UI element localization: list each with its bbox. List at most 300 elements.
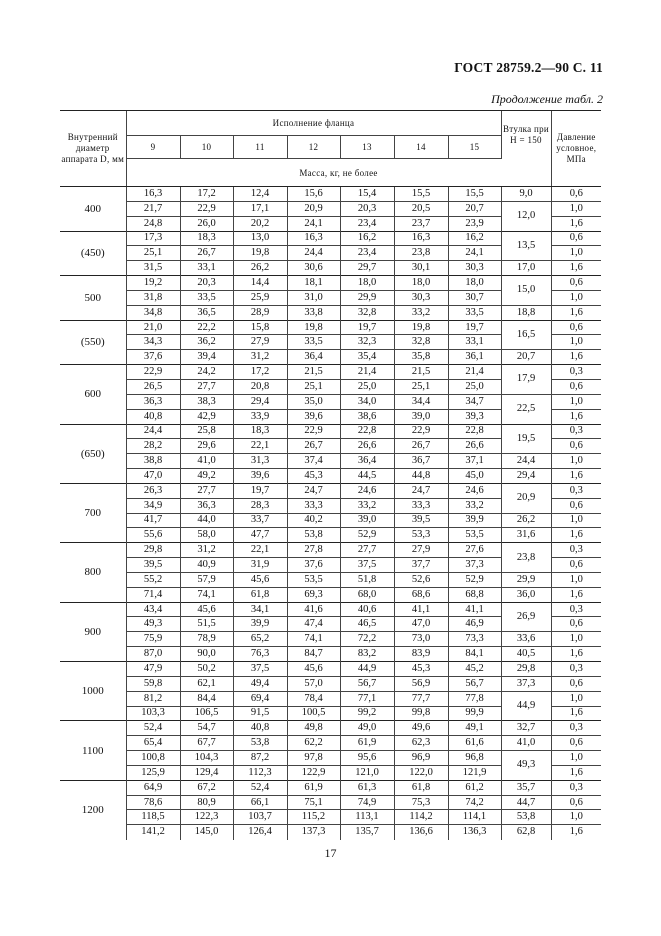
mass-cell: 36,3: [180, 498, 233, 513]
mass-cell: 24,7: [394, 483, 448, 498]
mass-cell: 65,2: [233, 632, 287, 647]
diameter-cell: 800: [60, 543, 126, 602]
mass-cell: 22,9: [287, 424, 340, 439]
mass-cell: 91,5: [233, 706, 287, 721]
mass-cell: 22,9: [180, 201, 233, 216]
mass-cell: 18,1: [287, 276, 340, 291]
mass-cell: 47,9: [126, 662, 180, 677]
mass-cell: 27,6: [448, 543, 501, 558]
mass-cell: 95,6: [340, 751, 394, 766]
mass-cell: 27,7: [180, 379, 233, 394]
mass-cell: 53,8: [233, 736, 287, 751]
mass-cell: 32,3: [340, 335, 394, 350]
mass-cell: 21,4: [448, 365, 501, 380]
document-header: ГОСТ 28759.2—90 С. 11: [454, 60, 603, 75]
mass-cell: 81,2: [126, 691, 180, 706]
diameter-cell: 700: [60, 483, 126, 542]
mass-cell: 39,0: [340, 513, 394, 528]
mass-cell: 55,6: [126, 528, 180, 543]
mass-cell: 96,8: [448, 751, 501, 766]
pressure-cell: 0,3: [551, 424, 601, 439]
mass-cell: 61,8: [233, 587, 287, 602]
mass-cell: 26,6: [448, 439, 501, 454]
mass-cell: 21,0: [126, 320, 180, 335]
mass-cell: 31,3: [233, 454, 287, 469]
mass-cell: 36,2: [180, 335, 233, 350]
mass-cell: 26,2: [233, 261, 287, 276]
mass-cell: 103,3: [126, 706, 180, 721]
mass-cell: 42,9: [180, 409, 233, 424]
mass-cell: 43,4: [126, 602, 180, 617]
mass-cell: 35,8: [394, 350, 448, 365]
flange-group-header: [126, 111, 501, 136]
mass-cell: 52,9: [448, 572, 501, 587]
table-row: [60, 780, 601, 795]
mass-cell: 16,2: [448, 231, 501, 246]
table-row: [60, 187, 601, 202]
mass-cell: 27,9: [233, 335, 287, 350]
mass-cell: 33,8: [287, 305, 340, 320]
mass-cell: 29,7: [340, 261, 394, 276]
mass-cell: 24,6: [448, 483, 501, 498]
mass-cell: 31,2: [180, 543, 233, 558]
mass-cell: 24,6: [340, 483, 394, 498]
mass-cell: 49,1: [448, 721, 501, 736]
pressure-cell: 0,6: [551, 558, 601, 573]
pressure-cell: 0,3: [551, 602, 601, 617]
mass-cell: 49,6: [394, 721, 448, 736]
pressure-cell: 1,6: [551, 647, 601, 662]
mass-cell: 30,1: [394, 261, 448, 276]
pressure-cell: 1,0: [551, 290, 601, 305]
mass-cell: 114,2: [394, 810, 448, 825]
mass-cell: 46,9: [448, 617, 501, 632]
mass-cell: 33,3: [287, 498, 340, 513]
mass-cell: 26,0: [180, 216, 233, 231]
mass-cell: 45,6: [233, 572, 287, 587]
bushing-cell: 49,3: [501, 751, 551, 781]
mass-cell: 41,1: [394, 602, 448, 617]
mass-cell: 49,8: [287, 721, 340, 736]
diameter-cell: 1100: [60, 721, 126, 780]
bushing-cell: 33,6: [501, 632, 551, 647]
mass-cell: 12,4: [233, 187, 287, 202]
mass-cell: 39,3: [448, 409, 501, 424]
mass-cell: 26,3: [126, 483, 180, 498]
mass-cell: 37,5: [233, 662, 287, 677]
mass-cell: 37,5: [340, 558, 394, 573]
bushing-cell: 19,5: [501, 424, 551, 454]
mass-cell: 75,3: [394, 795, 448, 810]
mass-cell: 135,7: [340, 825, 394, 840]
mass-cell: 47,7: [233, 528, 287, 543]
mass-cell: 40,6: [340, 602, 394, 617]
mass-cell: 37,3: [448, 558, 501, 573]
mass-cell: 83,9: [394, 647, 448, 662]
mass-cell: 37,6: [287, 558, 340, 573]
pressure-cell: 0,6: [551, 736, 601, 751]
mass-cell: 99,2: [340, 706, 394, 721]
mass-cell: 23,9: [448, 216, 501, 231]
mass-cell: 30,3: [394, 290, 448, 305]
mass-cell: 15,4: [340, 187, 394, 202]
table-row: [60, 736, 601, 751]
mass-cell: 53,8: [287, 528, 340, 543]
mass-cell: 45,6: [287, 662, 340, 677]
mass-cell: 122,3: [180, 810, 233, 825]
mass-cell: 36,7: [394, 454, 448, 469]
pressure-cell: 1,6: [551, 261, 601, 276]
diameter-cell: 500: [60, 276, 126, 321]
mass-cell: 136,3: [448, 825, 501, 840]
mass-cell: 30,3: [448, 261, 501, 276]
mass-cell: 74,1: [287, 632, 340, 647]
pressure-cell: 1,6: [551, 825, 601, 840]
mass-cell: 18,0: [340, 276, 394, 291]
table-row: [60, 825, 601, 840]
pressure-cell: 0,3: [551, 721, 601, 736]
mass-cell: 76,3: [233, 647, 287, 662]
mass-cell: 33,2: [394, 305, 448, 320]
mass-cell: 100,8: [126, 751, 180, 766]
diameter-cell: (450): [60, 231, 126, 276]
mass-cell: 20,3: [340, 201, 394, 216]
mass-cell: 34,9: [126, 498, 180, 513]
mass-cell: 68,8: [448, 587, 501, 602]
mass-cell: 77,7: [394, 691, 448, 706]
mass-cell: 46,5: [340, 617, 394, 632]
mass-cell: 49,0: [340, 721, 394, 736]
mass-cell: 18,3: [180, 231, 233, 246]
mass-cell: 33,9: [233, 409, 287, 424]
mass-cell: 39,9: [233, 617, 287, 632]
mass-cell: 45,3: [287, 469, 340, 484]
table-row: [60, 632, 601, 647]
table-continuation-label: Продолжение табл. 2: [491, 92, 603, 106]
mass-cell: 52,4: [233, 780, 287, 795]
mass-cell: 103,7: [233, 810, 287, 825]
mass-cell: 136,6: [394, 825, 448, 840]
pressure-cell: 1,6: [551, 305, 601, 320]
table-row: [60, 231, 601, 246]
table-row: [60, 662, 601, 677]
pressure-cell: 1,0: [551, 691, 601, 706]
mass-cell: 61,9: [340, 736, 394, 751]
mass-cell: 40,8: [126, 409, 180, 424]
mass-cell: 118,5: [126, 810, 180, 825]
mass-cell: 33,3: [394, 498, 448, 513]
mass-cell: 22,9: [394, 424, 448, 439]
mass-cell: 19,7: [340, 320, 394, 335]
mass-cell: 83,2: [340, 647, 394, 662]
mass-cell: 33,2: [448, 498, 501, 513]
pressure-header: [551, 111, 601, 187]
flange-group-label: Исполнение фланца: [272, 118, 355, 128]
mass-cell: 45,0: [448, 469, 501, 484]
mass-cell: 27,9: [394, 543, 448, 558]
mass-cell: 77,8: [448, 691, 501, 706]
mass-cell: 34,7: [448, 394, 501, 409]
mass-cell: 65,4: [126, 736, 180, 751]
mass-cell: 18,0: [394, 276, 448, 291]
table-row: [60, 572, 601, 587]
mass-cell: 137,3: [287, 825, 340, 840]
mass-cell: 19,8: [287, 320, 340, 335]
mass-cell: 25,1: [287, 379, 340, 394]
mass-cell: 68,6: [394, 587, 448, 602]
pressure-cell: 0,6: [551, 617, 601, 632]
mass-cell: 37,6: [126, 350, 180, 365]
diameter-cell: (550): [60, 320, 126, 365]
mass-cell: 23,7: [394, 216, 448, 231]
mass-cell: 44,5: [340, 469, 394, 484]
mass-cell: 33,1: [180, 261, 233, 276]
pressure-label: Давление условное, МПа: [556, 132, 597, 164]
mass-cell: 47,4: [287, 617, 340, 632]
pressure-cell: 0,6: [551, 231, 601, 246]
mass-cell: 39,4: [180, 350, 233, 365]
table-row: [60, 647, 601, 662]
mass-cell: 51,8: [340, 572, 394, 587]
mass-cell: 73,0: [394, 632, 448, 647]
mass-cell: 23,4: [340, 216, 394, 231]
mass-cell: 96,9: [394, 751, 448, 766]
mass-cell: 38,3: [180, 394, 233, 409]
mass-cell: 31,5: [126, 261, 180, 276]
mass-cell: 59,8: [126, 676, 180, 691]
mass-cell: 23,4: [340, 246, 394, 261]
mass-cell: 23,8: [394, 246, 448, 261]
mass-cell: 51,5: [180, 617, 233, 632]
mass-cell: 33,2: [340, 498, 394, 513]
table-body: [60, 187, 601, 840]
mass-cell: 25,0: [340, 379, 394, 394]
mass-cell: 68,0: [340, 587, 394, 602]
mass-cell: 21,4: [340, 365, 394, 380]
table-row: [60, 676, 601, 691]
mass-cell: 29,4: [233, 394, 287, 409]
mass-cell: 90,0: [180, 647, 233, 662]
mass-cell: 40,8: [233, 721, 287, 736]
pressure-cell: 0,6: [551, 439, 601, 454]
pressure-cell: 1,6: [551, 216, 601, 231]
pressure-cell: 0,3: [551, 483, 601, 498]
mass-cell: 49,4: [233, 676, 287, 691]
mass-cell: 28,3: [233, 498, 287, 513]
pressure-cell: 1,6: [551, 587, 601, 602]
bushing-cell: 20,9: [501, 483, 551, 513]
table-row: [60, 543, 601, 558]
mass-cell: 39,0: [394, 409, 448, 424]
mass-cell: 57,0: [287, 676, 340, 691]
diameter-cell: 1200: [60, 780, 126, 839]
mass-cell: 55,2: [126, 572, 180, 587]
bushing-cell: 40,5: [501, 647, 551, 662]
mass-cell: 122,0: [394, 765, 448, 780]
diameter-cell: 600: [60, 365, 126, 424]
bushing-header: Втулка при H = 150: [501, 111, 551, 159]
pressure-cell: 1,6: [551, 409, 601, 424]
table-row: [60, 483, 601, 498]
mass-cell: 61,2: [448, 780, 501, 795]
bushing-cell: 17,0: [501, 261, 551, 276]
table-row: [60, 320, 601, 335]
mass-cell: 78,4: [287, 691, 340, 706]
diameter-cell: 400: [60, 187, 126, 232]
mass-cell: 61,8: [394, 780, 448, 795]
mass-cell: 19,8: [233, 246, 287, 261]
diameter-cell: (650): [60, 424, 126, 483]
mass-cell: 22,9: [126, 365, 180, 380]
mass-cell: 15,5: [394, 187, 448, 202]
mass-cell: 56,7: [448, 676, 501, 691]
mass-cell: 27,7: [180, 483, 233, 498]
mass-cell: 22,8: [340, 424, 394, 439]
mass-cell: 35,0: [287, 394, 340, 409]
mass-cell: 39,5: [126, 558, 180, 573]
bushing-cell: 22,5: [501, 394, 551, 424]
bushing-cell: 53,8: [501, 810, 551, 825]
mass-cell: 33,5: [448, 305, 501, 320]
mass-cell: 67,2: [180, 780, 233, 795]
mass-cell: 26,7: [287, 439, 340, 454]
mass-cell: 34,3: [126, 335, 180, 350]
bushing-cell: 29,9: [501, 572, 551, 587]
mass-cell: 87,2: [233, 751, 287, 766]
mass-cell: 24,1: [448, 246, 501, 261]
mass-cell: 18,0: [448, 276, 501, 291]
mass-cell: 22,8: [448, 424, 501, 439]
mass-cell: 20,9: [287, 201, 340, 216]
bushing-cell: 24,4: [501, 454, 551, 469]
mass-cell: 61,6: [448, 736, 501, 751]
mass-cell: 41,7: [126, 513, 180, 528]
mass-cell: 44,9: [340, 662, 394, 677]
table-row: [60, 394, 601, 409]
mass-cell: 20,2: [233, 216, 287, 231]
mass-cell: 32,8: [340, 305, 394, 320]
mass-cell: 78,6: [126, 795, 180, 810]
mass-cell: 36,3: [126, 394, 180, 409]
flange-type-header: 13: [340, 136, 394, 159]
mass-table: [60, 110, 601, 840]
table-row: [60, 201, 601, 216]
flange-type-header: 11: [233, 136, 287, 159]
mass-cell: 29,6: [180, 439, 233, 454]
mass-cell: 27,8: [287, 543, 340, 558]
mass-cell: 33,1: [448, 335, 501, 350]
flange-type-header: 10: [180, 136, 233, 159]
mass-cell: 29,9: [340, 290, 394, 305]
mass-cell: 31,8: [126, 290, 180, 305]
bushing-cell: 20,7: [501, 350, 551, 365]
pressure-cell: 1,0: [551, 394, 601, 409]
mass-cell: 121,9: [448, 765, 501, 780]
mass-cell: 31,9: [233, 558, 287, 573]
table-header: [60, 111, 601, 187]
table-row: [60, 602, 601, 617]
mass-cell: 69,3: [287, 587, 340, 602]
mass-cell: 74,9: [340, 795, 394, 810]
mass-cell: 121,0: [340, 765, 394, 780]
pressure-cell: 0,3: [551, 662, 601, 677]
mass-cell: 19,2: [126, 276, 180, 291]
mass-cell: 45,3: [394, 662, 448, 677]
inner-diameter-header: [60, 111, 126, 187]
pressure-cell: 0,6: [551, 320, 601, 335]
flange-type-header: 15: [448, 136, 501, 159]
pressure-cell: 1,6: [551, 765, 601, 780]
table-row: [60, 424, 601, 439]
mass-cell: 24,1: [287, 216, 340, 231]
mass-cell: 26,7: [394, 439, 448, 454]
mass-cell: 17,3: [126, 231, 180, 246]
mass-cell: 41,1: [448, 602, 501, 617]
flange-type-header: 14: [394, 136, 448, 159]
mass-cell: 67,7: [180, 736, 233, 751]
bushing-cell: 44,7: [501, 795, 551, 810]
mass-cell: 20,5: [394, 201, 448, 216]
mass-cell: 52,9: [340, 528, 394, 543]
mass-cell: 32,8: [394, 335, 448, 350]
mass-cell: 64,9: [126, 780, 180, 795]
mass-cell: 25,0: [448, 379, 501, 394]
mass-cell: 75,1: [287, 795, 340, 810]
mass-cell: 30,6: [287, 261, 340, 276]
mass-cell: 25,1: [126, 246, 180, 261]
mass-cell: 36,5: [180, 305, 233, 320]
pressure-cell: 1,0: [551, 513, 601, 528]
pressure-cell: 0,6: [551, 795, 601, 810]
bushing-cell: 18,8: [501, 305, 551, 320]
flange-type-header: 9: [126, 136, 180, 159]
mass-cell: 71,4: [126, 587, 180, 602]
bushing-cell: 13,5: [501, 231, 551, 261]
mass-cell: 19,7: [233, 483, 287, 498]
mass-cell: 28,9: [233, 305, 287, 320]
table-row: [60, 276, 601, 291]
mass-cell: 62,1: [180, 676, 233, 691]
bushing-cell: 26,9: [501, 602, 551, 632]
mass-cell: 39,9: [448, 513, 501, 528]
mass-cell: 33,5: [287, 335, 340, 350]
pressure-cell: 0,6: [551, 676, 601, 691]
mass-cell: 22,1: [233, 439, 287, 454]
mass-cell: 66,1: [233, 795, 287, 810]
mass-cell: 69,4: [233, 691, 287, 706]
mass-cell: 36,1: [448, 350, 501, 365]
mass-cell: 106,5: [180, 706, 233, 721]
mass-cell: 16,3: [126, 187, 180, 202]
pressure-cell: 1,0: [551, 572, 601, 587]
mass-cell: 61,3: [340, 780, 394, 795]
mass-cell: 61,9: [287, 780, 340, 795]
table-row: [60, 587, 601, 602]
mass-cell: 73,3: [448, 632, 501, 647]
mass-cell: 114,1: [448, 810, 501, 825]
pressure-cell: 0,6: [551, 276, 601, 291]
mass-cell: 28,2: [126, 439, 180, 454]
mass-cell: 100,5: [287, 706, 340, 721]
bushing-cell: 29,4: [501, 469, 551, 484]
mass-cell: 31,0: [287, 290, 340, 305]
bushing-cell: 41,0: [501, 736, 551, 751]
mass-cell: 16,3: [394, 231, 448, 246]
table-row: [60, 365, 601, 380]
table-row: [60, 795, 601, 810]
pressure-cell: 1,0: [551, 810, 601, 825]
pressure-cell: 1,0: [551, 751, 601, 766]
